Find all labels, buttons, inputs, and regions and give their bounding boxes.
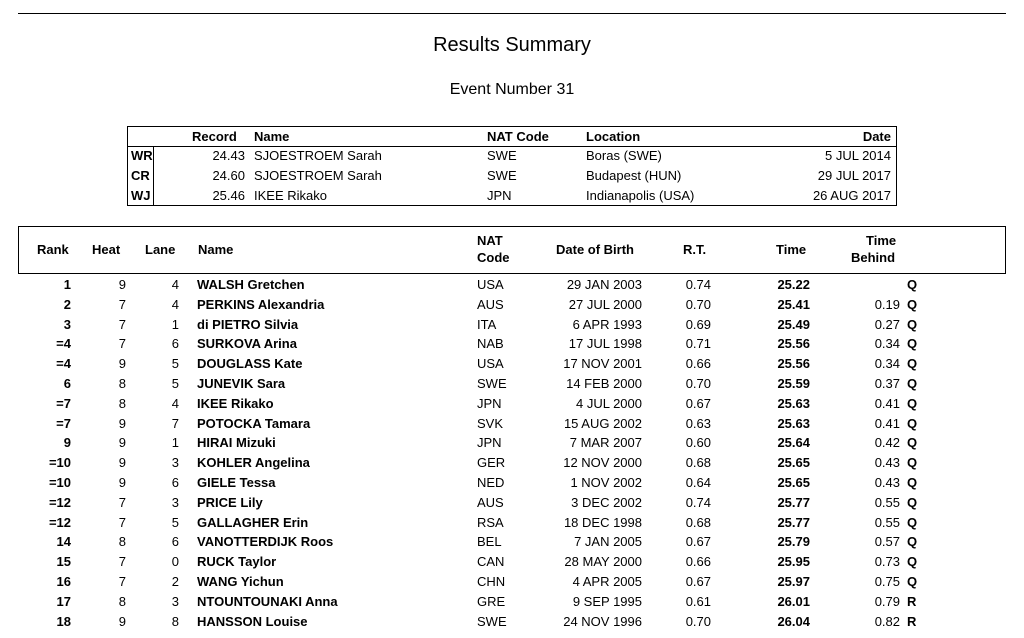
table-row (0, 315, 1024, 335)
cell-time-behind: 0.34 (874, 336, 900, 352)
cell-qualification: Q (907, 395, 918, 411)
table-row (0, 552, 1024, 572)
cell-rank: =4 (56, 356, 71, 372)
cell-qualification: R (907, 613, 917, 629)
cell-dob: 29 JAN 2003 (566, 277, 642, 292)
record-holder-name: SJOESTROEM Sarah (254, 148, 382, 163)
header-dob: Date of Birth (556, 242, 634, 257)
cell-nat: USA (477, 356, 504, 372)
cell-lane: 6 (171, 475, 179, 490)
cell-heat: 7 (118, 494, 126, 510)
cell-dob: 4 JUL 2000 (575, 395, 642, 411)
cell-time-behind: 0.43 (874, 455, 900, 471)
cell-reaction-time: 0.67 (685, 534, 711, 550)
record-code: WR (131, 148, 153, 163)
header-rt: R.T. (683, 242, 707, 257)
cell-reaction-time: 0.68 (685, 455, 711, 471)
cell-dob: 7 MAR 2007 (569, 435, 642, 451)
header-heat: Heat (92, 242, 121, 257)
cell-rank: 9 (63, 435, 71, 451)
cell-athlete-name: HANSSON Louise (197, 613, 308, 629)
table-row (0, 433, 1024, 453)
cell-dob: 17 JUL 1998 (568, 336, 642, 352)
cell-heat: 7 (118, 574, 126, 589)
cell-dob: 24 NOV 1996 (563, 613, 642, 629)
cell-heat: 9 (118, 277, 126, 292)
cell-dob: 6 APR 1993 (572, 316, 642, 332)
cell-athlete-name: di PIETRO Silvia (197, 316, 299, 332)
record-nat: JPN (487, 188, 512, 203)
cell-heat: 8 (118, 376, 126, 391)
records-header-date: Date (862, 129, 891, 144)
cell-time-behind: 0.57 (874, 534, 900, 550)
table-row (0, 513, 1024, 533)
cell-time: 25.65 (777, 475, 810, 490)
record-location: Boras (SWE) (586, 148, 662, 163)
cell-rank: 14 (56, 534, 71, 550)
cell-heat: 7 (118, 514, 126, 530)
header-lane: Lane (145, 242, 176, 257)
cell-time: 25.95 (777, 554, 810, 570)
cell-rank: =12 (48, 514, 71, 530)
cell-qualification: Q (907, 336, 918, 352)
cell-lane: 7 (171, 415, 179, 431)
cell-time: 25.41 (777, 296, 810, 312)
cell-nat: AUS (477, 494, 504, 510)
record-date: 29 JUL 2017 (817, 168, 891, 183)
cell-nat: NAB (477, 336, 504, 352)
cell-rank: 15 (56, 554, 71, 570)
cell-lane: 3 (171, 455, 179, 471)
cell-nat: JPN (477, 395, 502, 411)
event-number: Event Number 31 (449, 81, 575, 98)
table-row (0, 275, 1024, 295)
cell-dob: 28 MAY 2000 (564, 554, 642, 570)
cell-athlete-name: GALLAGHER Erin (197, 514, 309, 530)
cell-lane: 6 (171, 336, 179, 352)
table-row (0, 354, 1024, 374)
cell-nat: BEL (477, 534, 502, 550)
cell-nat: GRE (477, 593, 506, 609)
cell-time-behind: 0.37 (874, 376, 900, 391)
cell-time-behind: 0.55 (874, 494, 900, 510)
cell-dob: 3 DEC 2002 (571, 494, 642, 510)
cell-qualification: Q (907, 455, 918, 471)
cell-lane: 4 (171, 296, 179, 312)
cell-reaction-time: 0.70 (685, 296, 711, 312)
record-time: 24.60 (212, 168, 245, 183)
record-code: CR (131, 168, 150, 183)
cell-dob: 1 NOV 2002 (570, 475, 642, 490)
cell-athlete-name: KOHLER Angelina (197, 455, 310, 471)
cell-athlete-name: IKEE Rikako (197, 395, 274, 411)
cell-athlete-name: SURKOVA Arina (197, 336, 297, 352)
table-row (0, 394, 1024, 414)
cell-dob: 17 NOV 2001 (563, 356, 642, 372)
top-rule (18, 13, 1006, 14)
cell-time: 25.64 (777, 435, 810, 451)
cell-rank: 2 (63, 296, 71, 312)
record-nat: SWE (487, 168, 517, 183)
cell-dob: 9 SEP 1995 (572, 593, 642, 609)
cell-rank: =12 (48, 494, 71, 510)
cell-dob: 18 DEC 1998 (563, 514, 642, 530)
cell-lane: 0 (171, 554, 179, 570)
cell-qualification: Q (907, 435, 918, 451)
cell-heat: 9 (118, 435, 126, 451)
cell-rank: 18 (56, 613, 71, 629)
cell-reaction-time: 0.67 (685, 574, 711, 589)
cell-time-behind: 0.41 (874, 395, 900, 411)
cell-lane: 3 (171, 593, 179, 609)
cell-athlete-name: PRICE Lily (197, 494, 263, 510)
cell-time-behind: 0.34 (874, 356, 900, 372)
cell-qualification: Q (907, 534, 918, 550)
cell-lane: 4 (171, 395, 179, 411)
table-row (0, 572, 1024, 592)
records-header-location: Location (586, 129, 641, 144)
cell-reaction-time: 0.63 (685, 415, 711, 431)
cell-time-behind: 0.82 (874, 613, 900, 629)
cell-nat: SWE (477, 613, 507, 629)
page-title: Results Summary (433, 34, 591, 56)
cell-heat: 9 (118, 455, 126, 471)
cell-qualification: Q (907, 376, 918, 391)
cell-reaction-time: 0.64 (685, 475, 711, 490)
header-nat-line2: Code (477, 250, 510, 265)
cell-reaction-time: 0.69 (685, 316, 711, 332)
cell-dob: 27 JUL 2000 (568, 296, 642, 312)
cell-time-behind: 0.42 (874, 435, 900, 451)
cell-heat: 9 (118, 415, 126, 431)
table-row (0, 374, 1024, 394)
cell-lane: 4 (171, 277, 179, 292)
cell-athlete-name: DOUGLASS Kate (197, 356, 303, 372)
cell-time: 26.04 (777, 613, 810, 629)
table-row (0, 532, 1024, 552)
cell-time: 25.49 (777, 316, 810, 332)
cell-nat: ITA (477, 316, 497, 332)
cell-reaction-time: 0.61 (685, 593, 711, 609)
cell-heat: 7 (118, 554, 126, 570)
cell-lane: 2 (171, 574, 179, 589)
table-row (0, 493, 1024, 513)
cell-reaction-time: 0.68 (685, 514, 711, 530)
cell-athlete-name: JUNEVIK Sara (197, 376, 286, 391)
cell-heat: 8 (118, 395, 126, 411)
cell-rank: 16 (56, 574, 71, 589)
record-location: Budapest (HUN) (586, 168, 682, 183)
cell-time: 26.01 (777, 593, 810, 609)
cell-nat: SVK (477, 415, 504, 431)
record-location: Indianapolis (USA) (586, 188, 695, 203)
cell-nat: RSA (477, 514, 504, 530)
record-date: 5 JUL 2014 (824, 148, 891, 163)
cell-heat: 8 (118, 593, 126, 609)
cell-heat: 7 (118, 296, 126, 312)
records-header-name: Name (254, 129, 290, 144)
table-row (0, 592, 1024, 612)
cell-qualification: Q (907, 277, 918, 292)
cell-nat: USA (477, 277, 504, 292)
cell-time: 25.56 (777, 356, 810, 372)
cell-dob: 12 NOV 2000 (563, 455, 642, 471)
cell-time: 25.65 (777, 455, 810, 471)
table-row (0, 453, 1024, 473)
cell-rank: =7 (56, 415, 71, 431)
cell-time: 25.22 (777, 277, 810, 292)
cell-rank: 1 (63, 277, 71, 292)
results-header (18, 226, 1006, 274)
record-date: 26 AUG 2017 (812, 188, 891, 203)
cell-reaction-time: 0.71 (685, 336, 711, 352)
cell-reaction-time: 0.67 (685, 395, 711, 411)
records-header-record: Record (192, 129, 237, 144)
cell-athlete-name: GIELE Tessa (197, 475, 276, 490)
cell-rank: =10 (48, 455, 71, 471)
header-time: Time (776, 242, 807, 257)
cell-heat: 8 (118, 534, 126, 550)
cell-qualification: Q (907, 514, 918, 530)
records-header-nat: NAT Code (487, 129, 549, 144)
cell-time: 25.77 (777, 494, 810, 510)
cell-qualification: Q (907, 494, 918, 510)
cell-qualification: Q (907, 554, 918, 570)
cell-heat: 9 (118, 356, 126, 372)
cell-athlete-name: WANG Yichun (197, 574, 284, 589)
cell-nat: CHN (477, 574, 506, 589)
cell-rank: 3 (63, 316, 71, 332)
records-code-separator (153, 147, 154, 205)
cell-time-behind: 0.41 (874, 415, 900, 431)
cell-heat: 9 (118, 475, 126, 490)
cell-qualification: Q (907, 296, 918, 312)
cell-rank: =4 (56, 336, 71, 352)
table-row (0, 612, 1024, 632)
cell-athlete-name: PERKINS Alexandria (197, 296, 325, 312)
cell-rank: =10 (48, 475, 71, 490)
cell-lane: 5 (171, 356, 179, 372)
cell-lane: 6 (171, 534, 179, 550)
cell-dob: 15 AUG 2002 (563, 415, 642, 431)
cell-lane: 5 (171, 376, 179, 391)
cell-time-behind: 0.19 (874, 296, 900, 312)
table-row (0, 334, 1024, 354)
cell-time-behind: 0.43 (874, 475, 900, 490)
table-row (0, 414, 1024, 434)
cell-time-behind: 0.55 (874, 514, 900, 530)
cell-rank: 6 (63, 376, 71, 391)
cell-time: 25.79 (777, 534, 810, 550)
record-code: WJ (131, 188, 151, 203)
cell-rank: 17 (56, 593, 71, 609)
cell-reaction-time: 0.66 (685, 554, 711, 570)
cell-athlete-name: POTOCKA Tamara (197, 415, 311, 431)
cell-athlete-name: WALSH Gretchen (197, 277, 305, 292)
cell-qualification: Q (907, 574, 918, 589)
table-row (0, 473, 1024, 493)
record-time: 24.43 (212, 148, 245, 163)
cell-qualification: Q (907, 316, 918, 332)
cell-time: 25.63 (777, 415, 810, 431)
cell-athlete-name: NTOUNTOUNAKI Anna (197, 593, 338, 609)
cell-reaction-time: 0.74 (685, 494, 711, 510)
cell-time: 25.97 (777, 574, 810, 589)
cell-time-behind: 0.75 (874, 574, 900, 589)
cell-reaction-time: 0.70 (685, 376, 711, 391)
header-behind-line2: Behind (851, 250, 896, 265)
cell-athlete-name: RUCK Taylor (197, 554, 277, 570)
cell-athlete-name: VANOTTERDIJK Roos (197, 534, 334, 550)
cell-heat: 7 (118, 336, 126, 352)
record-holder-name: SJOESTROEM Sarah (254, 168, 382, 183)
records-table (127, 126, 897, 206)
cell-time: 25.63 (777, 395, 810, 411)
cell-nat: NED (477, 475, 505, 490)
cell-lane: 3 (171, 494, 179, 510)
cell-dob: 14 FEB 2000 (566, 376, 642, 391)
cell-time: 25.56 (777, 336, 810, 352)
cell-nat: CAN (477, 554, 505, 570)
table-row (0, 295, 1024, 315)
cell-qualification: R (907, 593, 917, 609)
cell-heat: 9 (118, 613, 126, 629)
cell-nat: GER (477, 455, 506, 471)
cell-athlete-name: HIRAI Mizuki (197, 435, 276, 451)
cell-qualification: Q (907, 356, 918, 372)
cell-qualification: Q (907, 415, 918, 431)
cell-nat: AUS (477, 296, 504, 312)
cell-time: 25.59 (777, 376, 810, 391)
cell-time: 25.77 (777, 514, 810, 530)
cell-time-behind: 0.79 (874, 593, 900, 609)
record-nat: SWE (487, 148, 517, 163)
record-holder-name: IKEE Rikako (254, 188, 327, 203)
cell-dob: 4 APR 2005 (572, 574, 642, 589)
cell-dob: 7 JAN 2005 (574, 534, 642, 550)
cell-time-behind: 0.27 (874, 316, 900, 332)
cell-heat: 7 (118, 316, 126, 332)
cell-qualification: Q (907, 475, 918, 490)
cell-lane: 1 (171, 316, 179, 332)
cell-lane: 5 (171, 514, 179, 530)
record-time: 25.46 (212, 188, 245, 203)
header-nat-line1: NAT (477, 233, 503, 248)
cell-reaction-time: 0.70 (685, 613, 711, 629)
header-rank: Rank (37, 242, 69, 257)
cell-nat: SWE (477, 376, 507, 391)
cell-lane: 8 (171, 613, 179, 629)
cell-nat: JPN (477, 435, 502, 451)
cell-reaction-time: 0.60 (685, 435, 711, 451)
header-name: Name (198, 242, 234, 257)
cell-reaction-time: 0.74 (685, 277, 711, 292)
cell-time-behind: 0.73 (874, 554, 900, 570)
cell-reaction-time: 0.66 (685, 356, 711, 372)
cell-lane: 1 (171, 435, 179, 451)
cell-rank: =7 (56, 395, 71, 411)
header-behind-line1: Time (866, 233, 897, 248)
